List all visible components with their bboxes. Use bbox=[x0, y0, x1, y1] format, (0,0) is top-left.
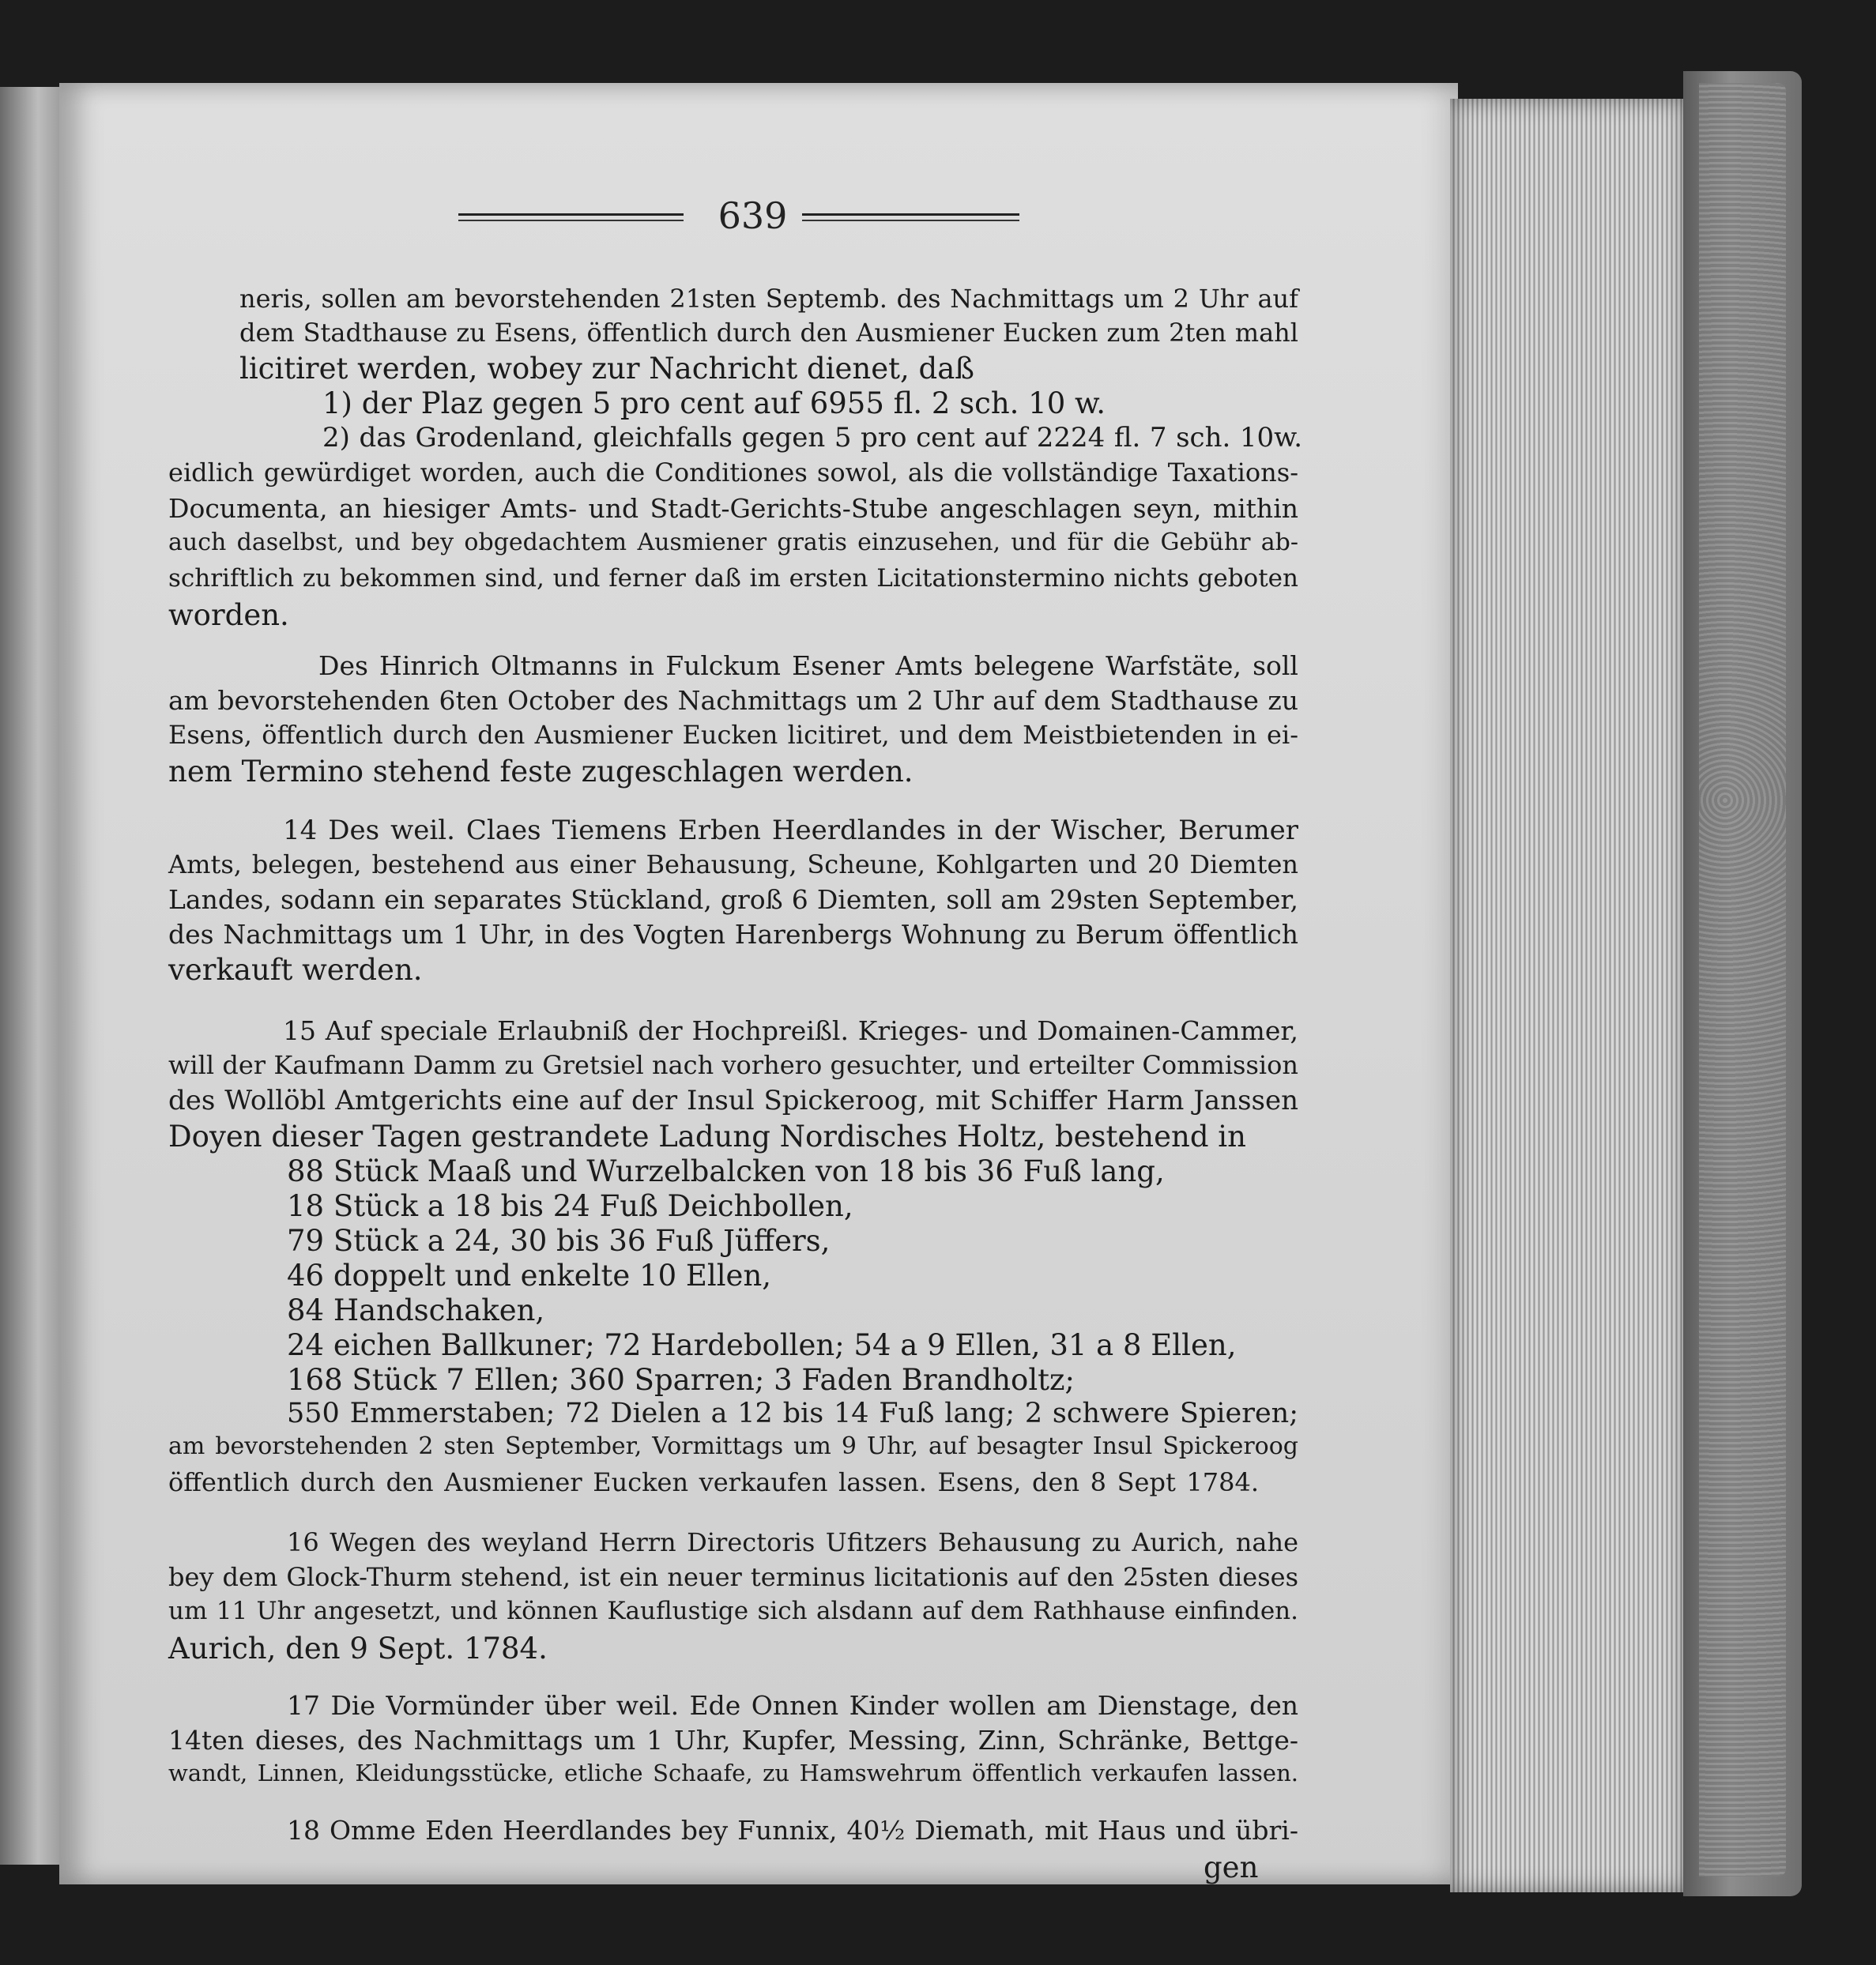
text-line: neris, sollen am bevorstehenden 21sten Septemb. des Nachmittags um 2 Uhr auf bbox=[239, 284, 1298, 314]
text-line: wandt, Linnen, Kleidungsstücke, etliche Schaafe, zu Hamswehrum öffentlich verkaufen lassen. bbox=[168, 1760, 1298, 1786]
text-line: dem Stadthause zu Esens, öffentlich durch den Ausmiener Eucken zum 2ten mahl bbox=[239, 318, 1298, 348]
text-line: eidlich gewürdiget worden, auch die Conditiones sowol, als die vollständige Taxations- bbox=[168, 457, 1298, 487]
catchword: gen bbox=[1204, 1850, 1259, 1884]
text-line: Esens, öffentlich durch den Ausmiener Eucken licitiret, und dem Meistbietenden in ei- bbox=[168, 720, 1298, 750]
text-line: worden. bbox=[168, 598, 289, 632]
header-rule-right bbox=[802, 213, 1019, 221]
text-line: öffentlich durch den Ausmiener Eucken verkaufen lassen. Esens, den 8 Sept 1784. bbox=[168, 1467, 1259, 1497]
text-line: 24 eichen Ballkuner; 72 Hardebollen; 54 a 9 Ellen, 31 a 8 Ellen, bbox=[287, 1328, 1237, 1362]
marbled-board bbox=[1699, 83, 1786, 1877]
text-line: Amts, belegen, bestehend aus einer Behausung, Scheune, Kohlgarten und 20 Diemten bbox=[168, 849, 1298, 879]
text-line: Des Hinrich Oltmanns in Fulckum Esener Amts belegene Warfstäte, soll bbox=[318, 650, 1298, 681]
text-line: 15 Auf speciale Erlaubniß der Hochpreißl. Krieges- und Domainen-Cammer, bbox=[283, 1015, 1298, 1046]
text-line: 17 Die Vormünder über weil. Ede Onnen Kinder wollen am Dienstage, den bbox=[287, 1690, 1298, 1721]
text-line: 16 Wegen des weyland Herrn Directoris Ufitzers Behausung zu Aurich, nahe bbox=[287, 1527, 1298, 1557]
text-line: Doyen dieser Tagen gestrandete Ladung Nordisches Holtz, bestehend in bbox=[168, 1120, 1246, 1154]
text-line: nem Termino stehend feste zugeschlagen werden. bbox=[168, 755, 914, 789]
text-line: am bevorstehenden 6ten October des Nachmittags um 2 Uhr auf dem Stadthause zu bbox=[168, 685, 1298, 716]
text-line: bey dem Glock-Thurm stehend, ist ein neuer terminus licitationis auf den 25sten dieses bbox=[168, 1562, 1298, 1592]
text-line: 84 Handschaken, bbox=[287, 1293, 545, 1327]
text-line: 18 Stück a 18 bis 24 Fuß Deichbollen, bbox=[287, 1189, 853, 1223]
text-line: 168 Stück 7 Ellen; 360 Sparren; 3 Faden Brandholtz; bbox=[287, 1363, 1075, 1397]
text-line: 18 Omme Eden Heerdlandes bey Funnix, 40½ Diemath, mit Haus und übri- bbox=[287, 1815, 1298, 1846]
text-line: Documenta, an hiesiger Amts- und Stadt-Gerichts-Stube angeschlagen seyn, mithin bbox=[168, 493, 1298, 524]
text-line: Aurich, den 9 Sept. 1784. bbox=[168, 1632, 548, 1666]
page-fore-edge bbox=[1450, 99, 1687, 1892]
text-line: des Wollöbl Amtgerichts eine auf der Insul Spickeroog, mit Schiffer Harm Janssen bbox=[168, 1085, 1298, 1116]
text-line: schriftlich zu bekommen sind, und ferner daß im ersten Licitationstermino nichts geboten bbox=[168, 564, 1298, 593]
text-line: am bevorstehenden 2 sten September, Vormittags um 9 Uhr, auf besagter Insul Spickeroog bbox=[168, 1432, 1298, 1460]
text-line: Landes, sodann ein separates Stückland, groß 6 Diemten, soll am 29sten September, bbox=[168, 884, 1298, 915]
text-line: 46 doppelt und enkelte 10 Ellen, bbox=[287, 1259, 772, 1293]
text-line: des Nachmittags um 1 Uhr, in des Vogten Harenbergs Wohnung zu Berum öffentlich bbox=[168, 919, 1298, 950]
text-line: verkauft werden. bbox=[168, 953, 423, 987]
header-rule-left bbox=[458, 213, 684, 221]
text-line: will der Kaufmann Damm zu Gretsiel nach vorhero gesuchter, und erteilter Commission bbox=[168, 1050, 1298, 1080]
text-line: 79 Stück a 24, 30 bis 36 Fuß Jüffers, bbox=[287, 1224, 831, 1258]
text-line: 2) das Grodenland, gleichfalls gegen 5 pro cent auf 2224 fl. 7 sch. 10w. bbox=[322, 422, 1302, 454]
page-number: 639 bbox=[718, 194, 788, 237]
left-page-edge bbox=[0, 87, 63, 1865]
text-line: 550 Emmerstaben; 72 Dielen a 12 bis 14 Fuß lang; 2 schwere Spieren; bbox=[287, 1398, 1298, 1429]
text-line: auch daselbst, und bey obgedachtem Ausmiener gratis einzusehen, und für die Gebühr ab- bbox=[168, 529, 1298, 556]
text-line: licitiret werden, wobey zur Nachricht dienet, daß bbox=[239, 352, 974, 386]
text-line: um 11 Uhr angesetzt, und können Kauflustige sich alsdann auf dem Rathhause einfinden. bbox=[168, 1597, 1298, 1625]
text-line: 14 Des weil. Claes Tiemens Erben Heerdlandes in der Wischer, Berumer bbox=[283, 815, 1298, 846]
text-line: 88 Stück Maaß und Wurzelbalcken von 18 bis 36 Fuß lang, bbox=[287, 1154, 1165, 1188]
text-line: 1) der Plaz gegen 5 pro cent auf 6955 fl. 2 sch. 10 w. bbox=[322, 386, 1106, 420]
text-line: 14ten dieses, des Nachmittags um 1 Uhr, Kupfer, Messing, Zinn, Schränke, Bettge- bbox=[168, 1725, 1298, 1756]
